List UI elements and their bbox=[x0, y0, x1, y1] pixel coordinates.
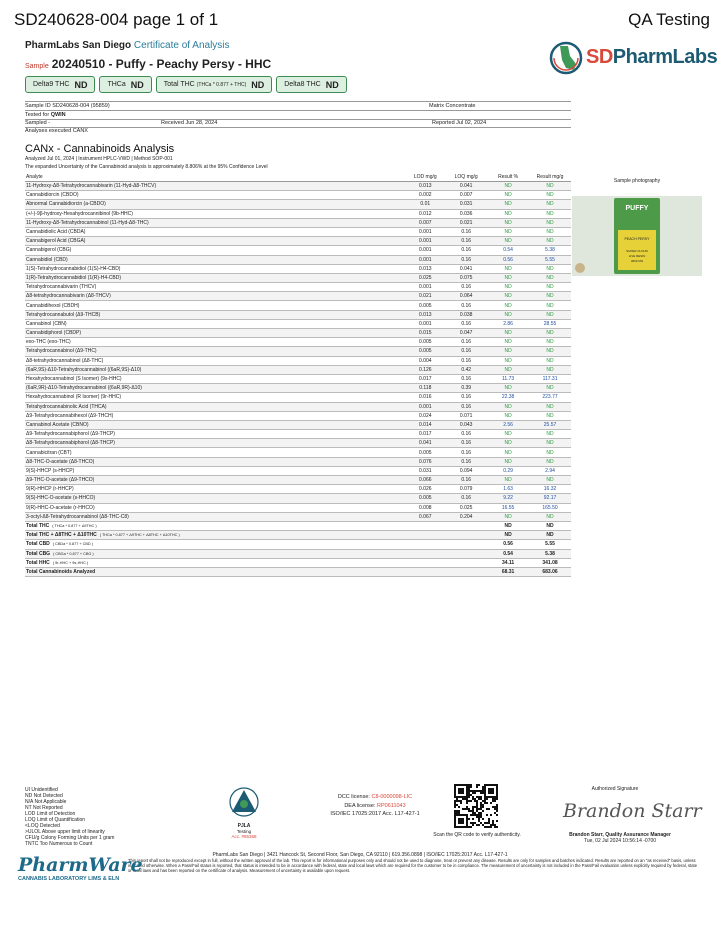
table-row: Tetrahydrocannabivarin (THCV) 0.001 0.16 ND ND bbox=[25, 283, 571, 292]
total-row: Total HHC ( 9r-HHC + 9s-HHC ) 34.11 341.08 bbox=[25, 558, 571, 567]
col-result-mg: Result mg/g bbox=[529, 173, 571, 182]
cannabinoid-results-table bbox=[25, 173, 571, 577]
lab-address: PharmLabs San Diego | 3421 Hancock St, Second Floor, San Diego, CA 92110 | 619.356.0898 | ISO/IEC 17025:2017 Acc. L17-427-1 bbox=[212, 852, 508, 858]
table-row: 9(R)-HHC-O-acetate (r-HHCO) 0.008 0.025 16.55 165.50 bbox=[25, 503, 571, 512]
col-result-pct: Result % bbox=[487, 173, 529, 182]
dea-license: DEA license: RP0611043 bbox=[344, 802, 406, 809]
table-row: Δ8-THC-O-acetate (Δ8-THCO) 0.076 0.16 ND ND bbox=[25, 457, 571, 466]
table-row: Cannabigerol Acid (CBGA) 0.001 0.16 ND ND bbox=[25, 237, 571, 246]
disclaimer: This report shall not be reproduced except in full, without the written approval of the lab. This report is for informational purposes only and should not be used to diagnose, treat or prevent any disease. Results are only for samples and batches indicated. Results are reported on an "as received" basis, unless indicated otherwise. When a Pass/Fail status is reported, that status is intended to be in accordance with federal, state and local laws which are required for the customer to be in compliance. The measurement of uncertainty is not included in the Pass/Fail evaluation unless explicitly required by federal, state or local laws and has been reported on the certificate of analysis. Measurement of uncertainty is available upon request. bbox=[128, 858, 698, 873]
photo-brand: PUFFY bbox=[625, 205, 649, 212]
total-row: Total THC + Δ8THC + Δ10THC ( THCa * 0.877 + Δ9THC + Δ8THC + Δ10THC ) ND ND bbox=[25, 531, 571, 540]
sample-id: Sample ID SD240628-004 (95859) bbox=[25, 103, 110, 109]
table-row: Cannabigerol (CBG) 0.001 0.16 0.54 5.38 bbox=[25, 246, 571, 255]
table-row: Cannabidiol (CBD) 0.001 0.16 0.56 5.55 bbox=[25, 255, 571, 264]
svg-text:3000 MG: 3000 MG bbox=[630, 259, 644, 263]
badge-total-thc: Total THC (THCa * 0.877 + THC) ND bbox=[156, 76, 273, 93]
table-row: 11-Hydroxy-Δ8-Tetrahydrocannabinol (11-Hyd-Δ8-THC) 0.007 0.021 ND ND bbox=[25, 218, 571, 227]
lab-line bbox=[25, 40, 230, 51]
table-row: Δ8-Tetrahydrocannabiphorol (Δ8-THCP) 0.041 0.16 ND ND bbox=[25, 439, 571, 448]
badge-thca: THCa ND bbox=[99, 76, 151, 93]
total-row: Total Cannabinoids Analyzed 68.31 683.06 bbox=[25, 567, 571, 576]
badge-delta8-thc: Delta8 THC ND bbox=[276, 76, 346, 93]
iso-accreditation: ISO/IEC 17025:2017 Acc. L17-427-1 bbox=[330, 811, 420, 817]
signer: Brandon Starr, Quality Assurance Manager Tue, 02 Jul 2024 10:56:14 -0700 bbox=[569, 832, 671, 844]
definition-item: UI Unidentified bbox=[25, 787, 58, 793]
signature: Brandon Starr bbox=[563, 800, 702, 822]
table-row: 1(R)-Tetrahydrocannabidiol (1(R)-H4-CBD) 0.025 0.075 ND ND bbox=[25, 273, 571, 282]
definition-item: LOD Limit of Detection bbox=[25, 811, 76, 817]
definition-item: N/A Not Applicable bbox=[25, 799, 67, 805]
col-lod: LOD mg/g bbox=[405, 173, 445, 182]
summary-badges bbox=[25, 76, 347, 93]
table-row: Cannabidiphorol (CBDP) 0.015 0.047 ND ND bbox=[25, 329, 571, 338]
table-row: 11-Hydroxy-Δ8-Tetrahydrocannabivarin (11-Hyd-Δ8-THCV) 0.013 0.041 ND ND bbox=[25, 182, 571, 191]
table-row: Abnormal Cannabidiorcin (a-CBDO) 0.01 0.031 ND ND bbox=[25, 200, 571, 209]
col-loq: LOQ mg/g bbox=[445, 173, 487, 182]
sample-photo bbox=[572, 196, 702, 276]
table-row: Hexahydrocannabinol (S Isomer) (9s-HHC) 0.017 0.16 11.73 117.31 bbox=[25, 374, 571, 383]
table-row: Cannabidiolic Acid (CBDA) 0.001 0.16 ND ND bbox=[25, 227, 571, 236]
signature-heading: Authorized Signature bbox=[591, 786, 639, 792]
definition-item: CFU/g Colony Forming Units per 1 gram bbox=[25, 835, 115, 841]
svg-text:LIVE RESIN: LIVE RESIN bbox=[628, 254, 646, 258]
sample-photo-label: Sample photography bbox=[613, 178, 661, 184]
badge-delta9-thc: Delta9 THC ND bbox=[25, 76, 95, 93]
table-row: 3-octyl-Δ8-Tetrahydrocannabinol (Δ8-THC-C8) 0.067 0.204 ND ND bbox=[25, 512, 571, 521]
table-row: Cannabinol (CBN) 0.001 0.16 2.86 28.55 bbox=[25, 319, 571, 328]
table-row: Δ9-Tetrahydrocannabiphorol (Δ9-THCP) 0.017 0.16 ND ND bbox=[25, 430, 571, 439]
qr-caption: Scan the QR code to verify authenticity. bbox=[433, 832, 521, 838]
verification-qr-code[interactable] bbox=[454, 784, 498, 828]
svg-text:PEACH PERSY: PEACH PERSY bbox=[624, 237, 650, 241]
sample-name: 20240510 - Puffy - Peachy Persy - HHC bbox=[51, 57, 272, 71]
licenses bbox=[320, 793, 430, 819]
total-row: Total CBD ( CBDa * 0.877 + CBD ) 0.56 5.55 bbox=[25, 540, 571, 549]
matrix: Matrix Concentrate bbox=[429, 103, 476, 109]
tested-for: Tested for QWIN bbox=[25, 112, 66, 118]
col-analyte: Analyte bbox=[25, 173, 405, 182]
table-row: 1(S)-Tetrahydrocannabidiol (1(S)-H4-CBD) 0.013 0.041 ND ND bbox=[25, 264, 571, 273]
pjla-accreditation: PJLA Testing Acc. #85368 bbox=[219, 786, 269, 839]
table-row: exo-THC (exo-THC) 0.005 0.16 ND ND bbox=[25, 338, 571, 347]
table-row: 9(R)-HHCP (r-HHCP) 0.026 0.079 1.63 16.32 bbox=[25, 485, 571, 494]
table-row: Hexahydrocannabinol (R Isomer) (9r-HHC) 0.016 0.16 22.38 223.77 bbox=[25, 393, 571, 402]
table-row: Tetrahydrocannabinolic Acid (THCA) 0.001 0.16 ND ND bbox=[25, 402, 571, 411]
dcc-license: DCC license: C8-0000098-LIC bbox=[337, 794, 413, 800]
table-row: Cannabidiorcin (CBDO) 0.002 0.007 ND ND bbox=[25, 191, 571, 200]
definition-item: TNTC Too Numerous to Count bbox=[25, 841, 93, 847]
california-map-icon bbox=[548, 38, 584, 78]
document-id: SD240628-004 page 1 of 1 bbox=[14, 10, 219, 29]
sampled: Sampled - bbox=[25, 120, 51, 126]
table-row: Cannabinol Acetate (CBNO) 0.014 0.043 2.56 25.57 bbox=[25, 420, 571, 429]
table-row: 9(S)-HHC-O-acetate (s-HHCO) 0.005 0.16 9.22 92.17 bbox=[25, 494, 571, 503]
table-header-row bbox=[25, 173, 571, 182]
definition-item: LOQ Limit of Quantification bbox=[25, 817, 86, 823]
table-row: Δ8-tetrahydrocannabinol (Δ8-THC) 0.004 0.16 ND ND bbox=[25, 356, 571, 365]
table-row: (6aR,9R)-Δ10-Tetrahydrocannabinol ((6aR,9R)-Δ10) 0.118 0.39 ND ND bbox=[25, 384, 571, 393]
definition-item: <LOQ Detected bbox=[25, 823, 60, 829]
pjla-logo-icon bbox=[222, 786, 266, 818]
table-row: Δ9-Tetrahydrocannabihexol (Δ9-THCH) 0.024 0.071 ND ND bbox=[25, 411, 571, 420]
coa-label: Certificate of Analysis bbox=[133, 40, 230, 51]
table-row: Cannabidihexol (CBDH) 0.005 0.16 ND ND bbox=[25, 301, 571, 310]
table-row: 9(S)-HHCP (s-HHCP) 0.031 0.094 0.29 2.94 bbox=[25, 466, 571, 475]
svg-text:SUPER CLOUD: SUPER CLOUD bbox=[626, 249, 648, 253]
uncertainty-note: The expanded Uncertainty of the Cannabinoid analysis is approximately 8.806% at the 95% Confidence Level bbox=[25, 164, 268, 170]
table-row: Tetrahydrocannabutol (Δ9-THCB) 0.013 0.038 ND ND bbox=[25, 310, 571, 319]
table-row: (+/-)-9β-hydroxy-Hexahydrocannibinol (9b-HHC) 0.012 0.036 ND ND bbox=[25, 209, 571, 218]
abbreviation-definitions bbox=[25, 787, 114, 847]
analysis-meta: Analyzed Jul 01, 2024 | Instrument HPLC-VWD | Method SOP-001 bbox=[25, 156, 173, 162]
total-row: Total THC ( THCa * 0.877 + Δ9THC ) ND ND bbox=[25, 521, 571, 530]
qa-testing-label: QA Testing bbox=[628, 10, 710, 29]
table-row: Δ8-tetrahydrocannabivarin (Δ8-THCV) 0.021 0.064 ND ND bbox=[25, 292, 571, 301]
table-row: Cannabicitran (CBT) 0.005 0.16 ND ND bbox=[25, 448, 571, 457]
definition-item: ND Not Detected bbox=[25, 793, 63, 799]
section-title: CANx - Cannabinoids Analysis bbox=[25, 143, 175, 155]
definition-item: NT Not Reported bbox=[25, 805, 63, 811]
table-row: Tetrahydrocannabinol (Δ9-THC) 0.005 0.16 ND ND bbox=[25, 347, 571, 356]
pharmware-logo: PharmWare CANNABIS LABORATORY LIMS & ELN bbox=[18, 854, 143, 882]
sample-title bbox=[25, 57, 271, 71]
sdpharmlabs-logo: SDPharmLabs bbox=[548, 38, 708, 78]
analyses-executed: Analyses executed CANX bbox=[25, 128, 88, 134]
lab-name: PharmLabs San Diego bbox=[25, 40, 132, 51]
table-row: (6aR,9S)-Δ10-Tetrahydrocannabinol ((6aR,9S)-Δ10) 0.126 0.42 ND ND bbox=[25, 365, 571, 374]
sample-label: Sample bbox=[25, 63, 49, 70]
definition-item: >ULOL Above upper limit of linearity bbox=[25, 829, 105, 835]
table-row: Δ9-THC-O-acetate (Δ9-THCO) 0.066 0.16 ND ND bbox=[25, 476, 571, 485]
total-row: Total CBG ( CBGa * 0.877 + CBG ) 0.54 5.38 bbox=[25, 549, 571, 558]
received-date: Received Jun 28, 2024 bbox=[161, 120, 218, 126]
reported-date: Reported Jul 02, 2024 bbox=[432, 120, 487, 126]
